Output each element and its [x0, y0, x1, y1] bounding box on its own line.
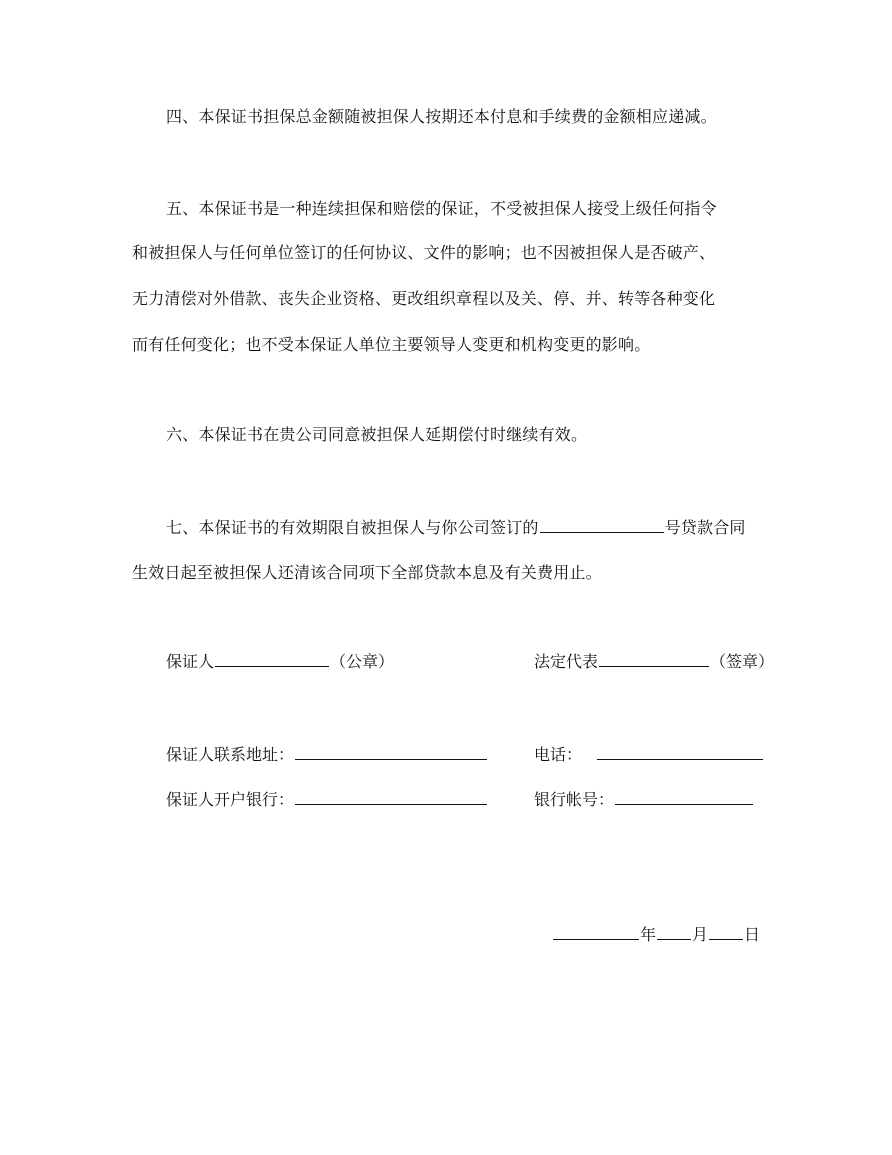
clause-7-line-1: [166, 516, 806, 539]
clause-5-line-1: 五、本保证书是一种连续担保和赔偿的保证，不受被担保人接受上级任何指令: [166, 199, 717, 218]
legal-rep-blank: [599, 650, 709, 667]
guarantor-signature: [166, 650, 394, 673]
year-label: 年: [640, 925, 657, 944]
bank-field: [166, 788, 488, 811]
bank-blank: [295, 788, 487, 805]
legal-rep-seal: （签章）: [710, 652, 775, 671]
clause-4: 四、本保证书担保总金额随被担保人按期还本付息和手续费的金额相应递减。: [166, 107, 717, 126]
clause-7-line-2: 生效日起至被担保人还清该合同项下全部贷款本息及有关费用止。: [132, 563, 602, 582]
legal-rep-signature: [534, 650, 774, 673]
phone-field: [534, 743, 764, 766]
bank-label: 保证人开户银行：: [166, 790, 295, 809]
legal-rep-label: 法定代表: [534, 652, 599, 671]
date-field: [552, 923, 760, 946]
clause-5-line-2: 和被担保人与任何单位签订的任何协议、文件的影响；也不因被担保人是否破产、: [132, 243, 716, 262]
address-blank: [295, 743, 487, 760]
guarantor-label: 保证人: [166, 652, 215, 671]
guarantor-seal: （公章）: [330, 652, 395, 671]
month-blank: [657, 923, 691, 940]
day-blank: [709, 923, 743, 940]
clause-6: 六、本保证书在贵公司同意被担保人延期偿付时继续有效。: [166, 425, 588, 444]
contract-number-blank: [540, 516, 664, 533]
phone-label: 电话：: [534, 745, 583, 764]
guarantor-blank: [215, 650, 329, 667]
phone-blank: [597, 743, 763, 760]
address-field: [166, 743, 488, 766]
year-blank: [553, 923, 639, 940]
account-blank: [615, 788, 753, 805]
clause-7-text-a: 七、本保证书的有效期限自被担保人与你公司签订的: [166, 518, 539, 537]
account-label: 银行帐号：: [534, 790, 615, 809]
clause-5-line-3: 无力清偿对外借款、丧失企业资格、更改组织章程以及关、停、并、转等各种变化: [132, 289, 716, 308]
clause-5-line-4: 而有任何变化；也不受本保证人单位主要领导人变更和机构变更的影响。: [132, 335, 651, 354]
address-label: 保证人联系地址：: [166, 745, 295, 764]
month-label: 月: [692, 925, 709, 944]
account-field: [534, 788, 754, 811]
day-label: 日: [744, 925, 761, 944]
clause-7-text-b: 号贷款合同: [664, 518, 746, 537]
